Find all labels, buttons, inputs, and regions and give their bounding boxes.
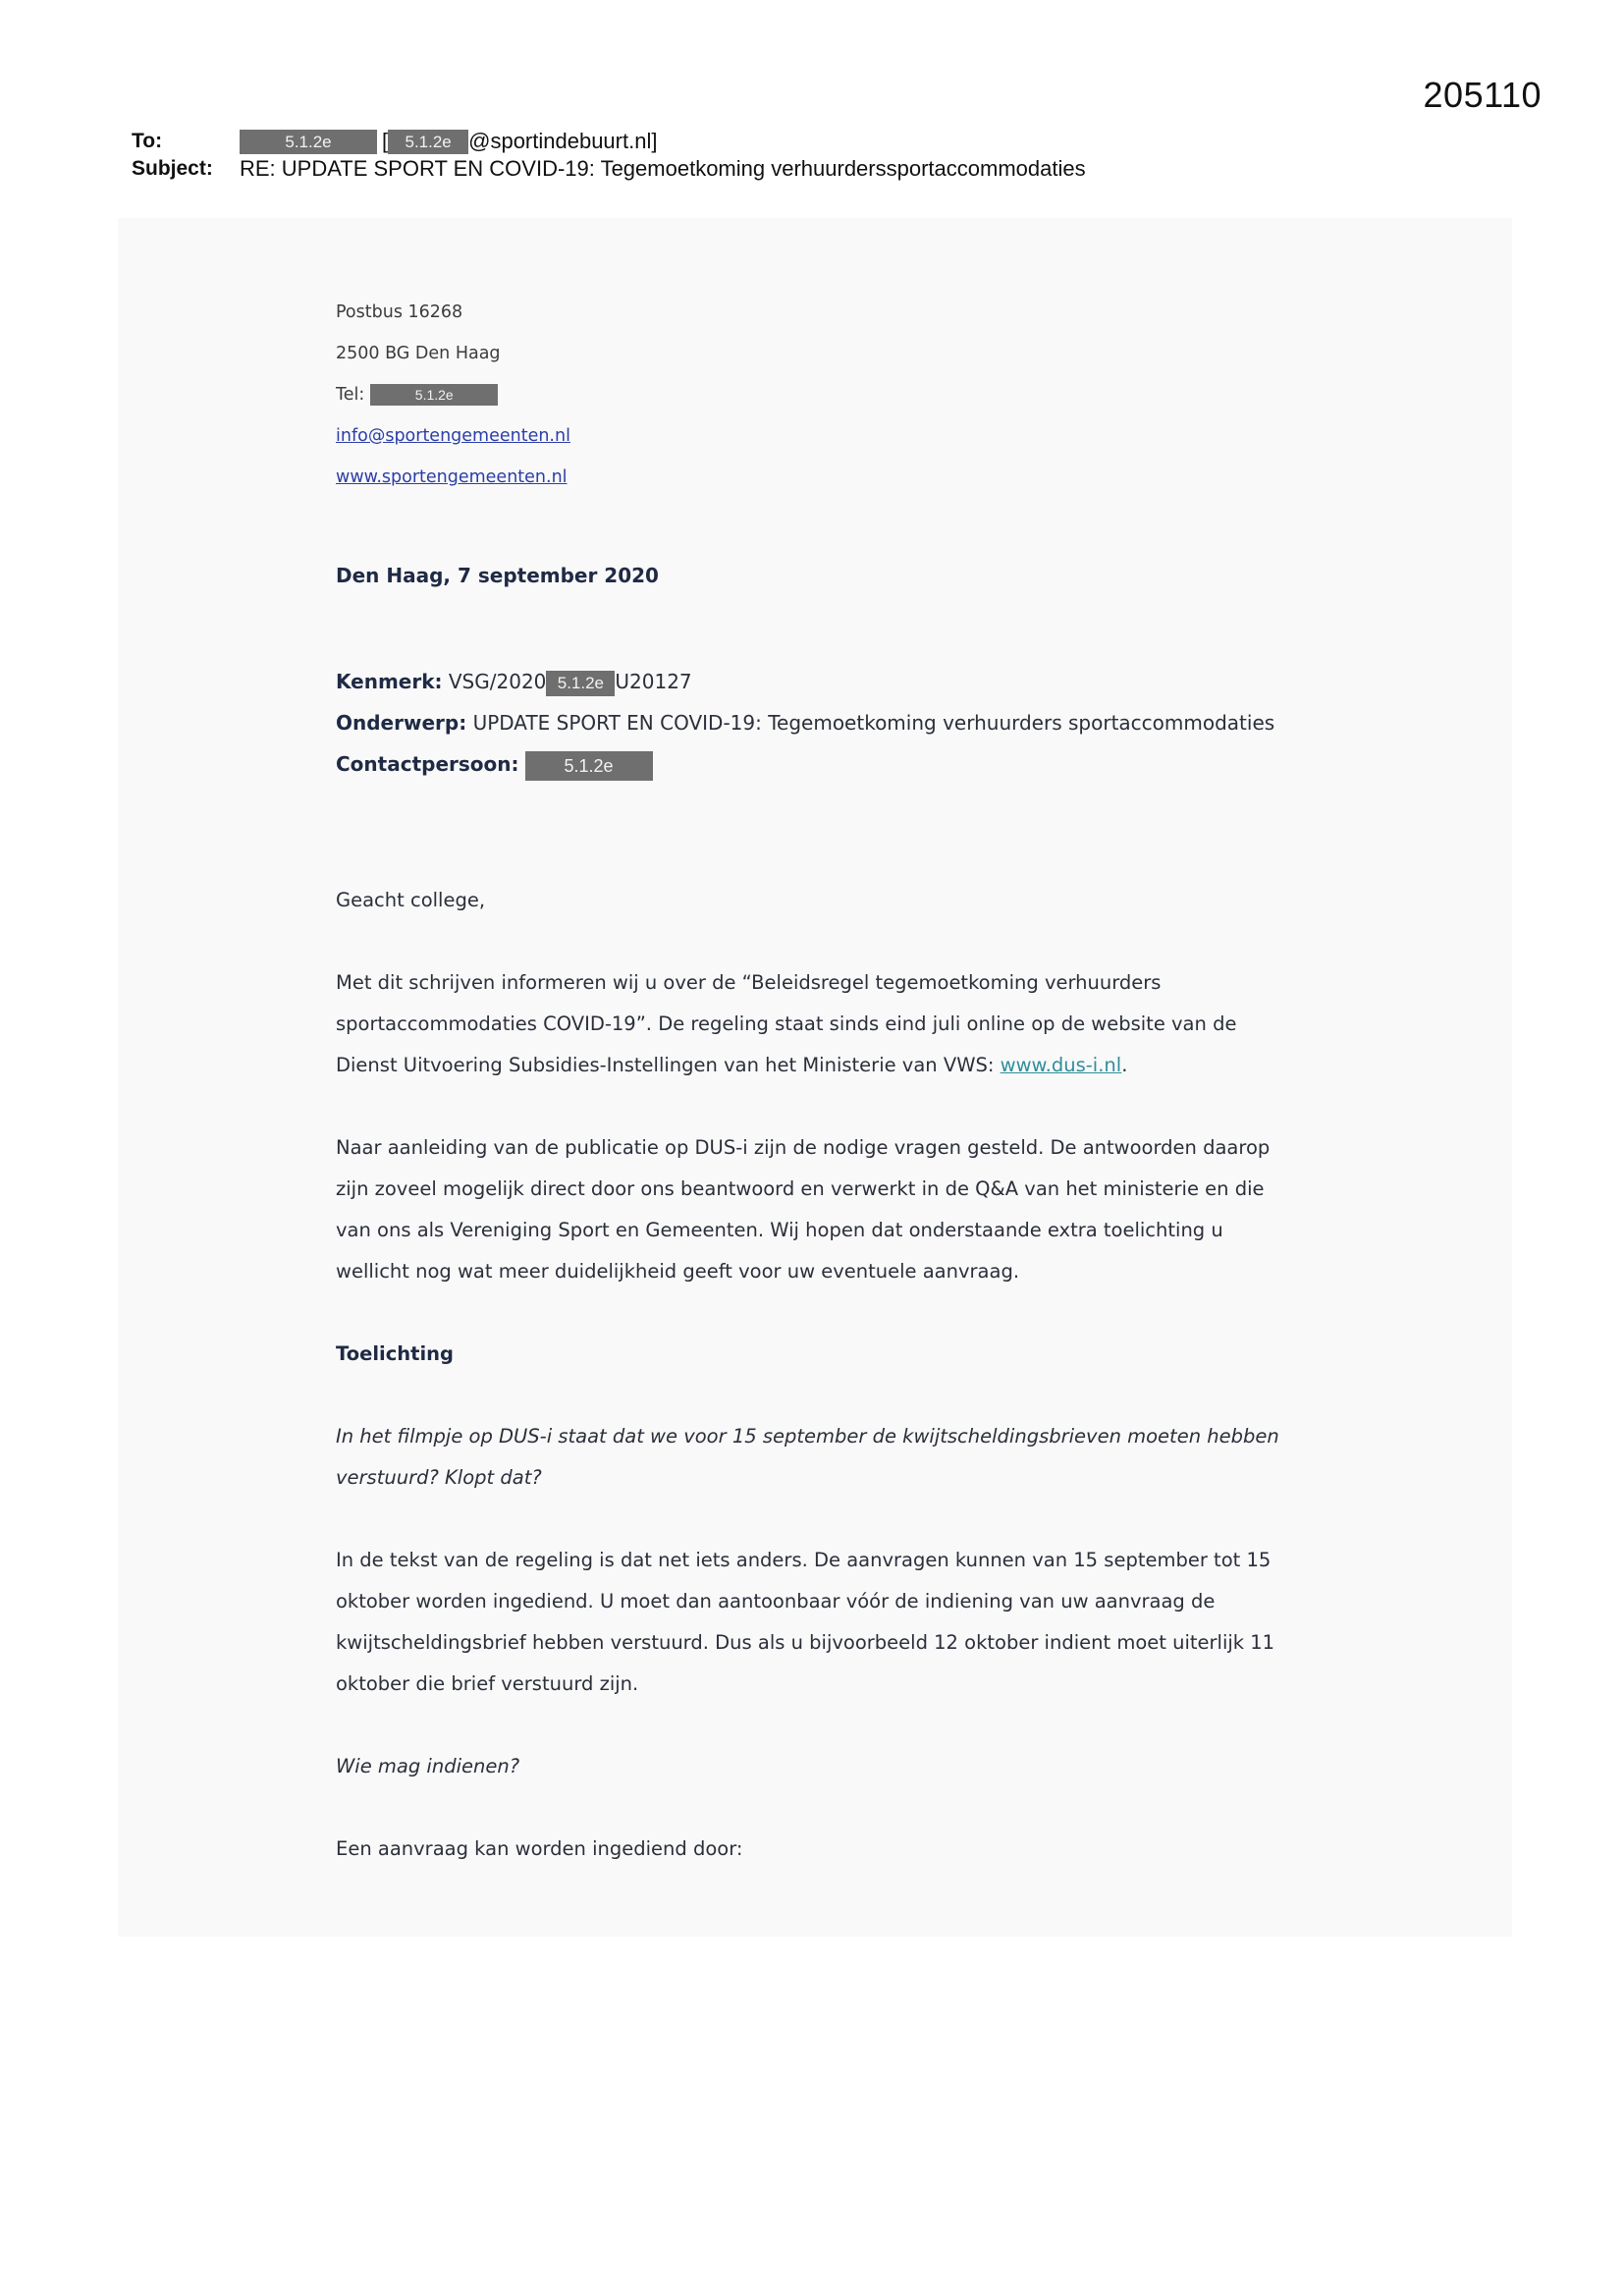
postal-city: 2500 BG Den Haag <box>336 344 501 363</box>
contact-row <box>336 743 1327 785</box>
answer-line: In de tekst van de regeling is dat net iets anders. De aanvragen kunnen van 15 september tot 15 <box>336 1549 1272 1571</box>
email-link[interactable]: info@sportengemeenten.nl <box>336 426 570 446</box>
letter-date: Den Haag, 7 september 2020 <box>336 564 659 587</box>
to-row <box>132 128 1086 155</box>
kenmerk-label: Kenmerk: <box>336 670 443 693</box>
to-bracket: [ <box>382 129 389 153</box>
redaction-box: 5.1.2e <box>546 671 615 696</box>
answer-line: kwijtscheldingsbrief hebben verstuurd. Dus als u bijvoorbeeld 12 oktober indient moet uiterlijk 11 <box>336 1631 1275 1654</box>
paragraph-line: Met dit schrijven informeren wij u over de “Beleidsregel tegemoetkoming verhuurders <box>336 971 1162 994</box>
answer-line: Een aanvraag kan worden ingediend door: <box>336 1837 743 1860</box>
question-line: In het filmpje op DUS-i staat dat we voor 15 september de kwijtscheldingsbrieven moeten hebben <box>336 1425 1279 1448</box>
postbus: Postbus 16268 <box>336 302 463 322</box>
paragraph-line <box>336 1045 1327 1086</box>
redaction-box: 5.1.2e <box>388 130 468 154</box>
telephone <box>336 374 570 415</box>
kenmerk-suffix: U20127 <box>615 670 692 693</box>
redaction-box: 5.1.2e <box>370 384 498 406</box>
question-line: verstuurd? Klopt dat? <box>336 1466 542 1489</box>
paragraph-line: zijn zoveel mogelijk direct door ons beantwoord en verwerkt in de Q&A van het ministerie en die <box>336 1177 1265 1200</box>
question-line: Wie mag indienen? <box>336 1755 520 1777</box>
subject-label: Subject: <box>132 157 213 180</box>
contact-label: Contactpersoon: <box>336 752 519 776</box>
subject-row <box>132 155 1086 183</box>
section-heading: Toelichting <box>336 1342 454 1365</box>
tel-label: Tel: <box>336 385 365 405</box>
letter-body <box>336 880 1327 1870</box>
to-domain: @sportindebuurt.nl] <box>468 129 658 153</box>
onderwerp-label: Onderwerp: <box>336 711 467 735</box>
paragraph-text: Dienst Uitvoering Subsidies-Instellingen van het Ministerie van VWS: <box>336 1054 1001 1076</box>
onderwerp-row <box>336 702 1327 743</box>
website-link[interactable]: www.sportengemeenten.nl <box>336 467 568 487</box>
redaction-box: 5.1.2e <box>525 751 653 781</box>
kenmerk-prefix: VSG/2020 <box>448 670 547 693</box>
paragraph-line: van ons als Vereniging Sport en Gemeenten. Wij hopen dat onderstaande extra toelichting u <box>336 1219 1223 1241</box>
paragraph-line: Naar aanleiding van de publicatie op DUS-i zijn de nodige vragen gesteld. De antwoorden daarop <box>336 1136 1271 1159</box>
answer-line: oktober worden ingediend. U moet dan aantoonbaar vóór de indiening van uw aanvraag de <box>336 1590 1216 1613</box>
kenmerk-row <box>336 661 1327 702</box>
document-number: 205110 <box>1423 75 1542 115</box>
paragraph-line: sportaccommodaties COVID-19”. De regeling staat sinds eind juli online op de website van de <box>336 1012 1237 1035</box>
sender-address <box>336 292 570 498</box>
letter-meta <box>336 661 1327 785</box>
answer-line: oktober die brief verstuurd zijn. <box>336 1672 639 1695</box>
to-label: To: <box>132 130 163 152</box>
subject-text: RE: UPDATE SPORT EN COVID-19: Tegemoetkoming verhuurderssportaccommodaties <box>240 156 1086 181</box>
redaction-box: 5.1.2e <box>240 130 377 154</box>
paragraph-text: . <box>1121 1054 1128 1076</box>
paragraph-line: wellicht nog wat meer duidelijkheid geeft voor uw eventuele aanvraag. <box>336 1260 1020 1283</box>
dus-i-link[interactable]: www.dus-i.nl <box>1000 1054 1122 1076</box>
onderwerp-text: UPDATE SPORT EN COVID-19: Tegemoetkoming verhuurders sportaccommodaties <box>472 711 1275 735</box>
email-header <box>132 128 1086 183</box>
salutation: Geacht college, <box>336 889 486 911</box>
